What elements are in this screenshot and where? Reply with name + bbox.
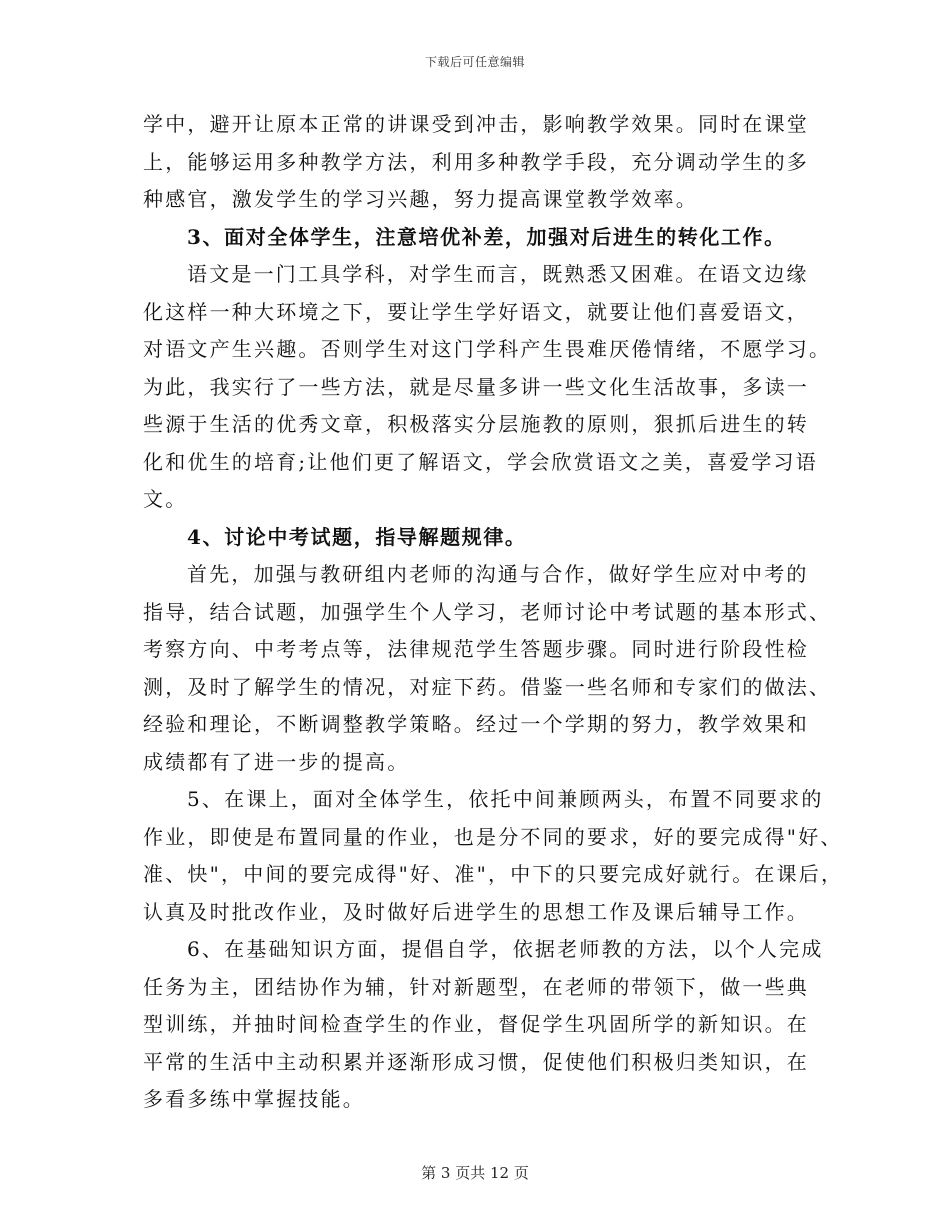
text-line: 多看多练中掌握技能。 xyxy=(143,1087,365,1111)
page-number: 第 3 页共 12 页 xyxy=(421,1164,529,1182)
text-line: 5、在课上，面对全体学生，依托中间兼顾两头，布置不同要求的 xyxy=(187,787,824,811)
text-line: 考察方向、中考考点等，法律规范学生答题步骤。同时进行阶段性检 xyxy=(143,637,809,661)
text-line: 成绩都有了进一步的提高。 xyxy=(143,749,410,774)
text-line: 文。 xyxy=(143,487,188,511)
text-line: 指导，结合试题，加强学生个人学习，老师讨论中考试题的基本形式、 xyxy=(143,599,832,624)
text-line: 化这样一种大环境之下，要让学生学好语文，就要让他们喜爱语文， xyxy=(143,299,809,324)
text-line: 型训练，并抽时间检查学生的作业，督促学生巩固所学的新知识。在 xyxy=(143,1012,809,1036)
text-line: 为此，我实行了一些方法，就是尽量多讲一些文化生活故事，多读一 xyxy=(143,374,809,399)
page-header: 下载后可任意编辑 xyxy=(424,55,525,69)
text-line: 上，能够运用多种教学方法，利用多种教学手段，充分调动学生的多 xyxy=(143,149,809,174)
section-heading-3: 3、面对全体学生，注意培优补差，加强对后进生的转化工作。 xyxy=(187,224,786,249)
text-line: 化和优生的培育;让他们更了解语文，学会欣赏语文之美，喜爱学习语 xyxy=(143,449,818,474)
text-line: 准、快"，中间的要完成得"好、准"，中下的只要完成好就行。在课后， xyxy=(143,862,844,886)
text-line: 平常的生活中主动积累并逐渐形成习惯，促使他们积极归类知识，在 xyxy=(143,1049,809,1074)
text-line: 作业，即使是布置同量的作业，也是分不同的要求，好的要完成得"好、 xyxy=(143,824,843,849)
section-heading-4: 4、讨论中考试题，指导解题规律。 xyxy=(187,524,527,549)
text-line: 首先，加强与教研组内老师的沟通与合作，做好学生应对中考的 xyxy=(187,562,809,586)
text-line: 学中，避开让原本正常的讲课受到冲击，影响教学效果。同时在课堂 xyxy=(143,112,809,136)
document-body xyxy=(143,106,844,1119)
text-line: 对语文产生兴趣。否则学生对这门学科产生畏难厌倦情绪，不愿学习。 xyxy=(143,337,832,361)
text-line: 任务为主，团结协作为辅，针对新题型，在老师的带领下，做一些典 xyxy=(143,974,809,999)
text-line: 语文是一门工具学科，对学生而言，既熟悉又困难。在语文边缘 xyxy=(187,262,809,286)
text-line: 种感官，激发学生的学习兴趣，努力提高课堂教学效率。 xyxy=(143,187,698,211)
text-line: 测，及时了解学生的情况，对症下药。借鉴一些名师和专家们的做法、 xyxy=(143,674,832,699)
text-line: 些源于生活的优秀文章，积极落实分层施教的原则，狠抓后进生的转 xyxy=(143,412,809,436)
text-line: 经验和理论，不断调整教学策略。经过一个学期的努力，教学效果和 xyxy=(143,712,809,736)
text-line: 6、在基础知识方面，提倡自学，依据老师教的方法，以个人完成 xyxy=(187,937,824,961)
text-line: 认真及时批改作业，及时做好后进学生的思想工作及课后辅导工作。 xyxy=(143,899,809,924)
